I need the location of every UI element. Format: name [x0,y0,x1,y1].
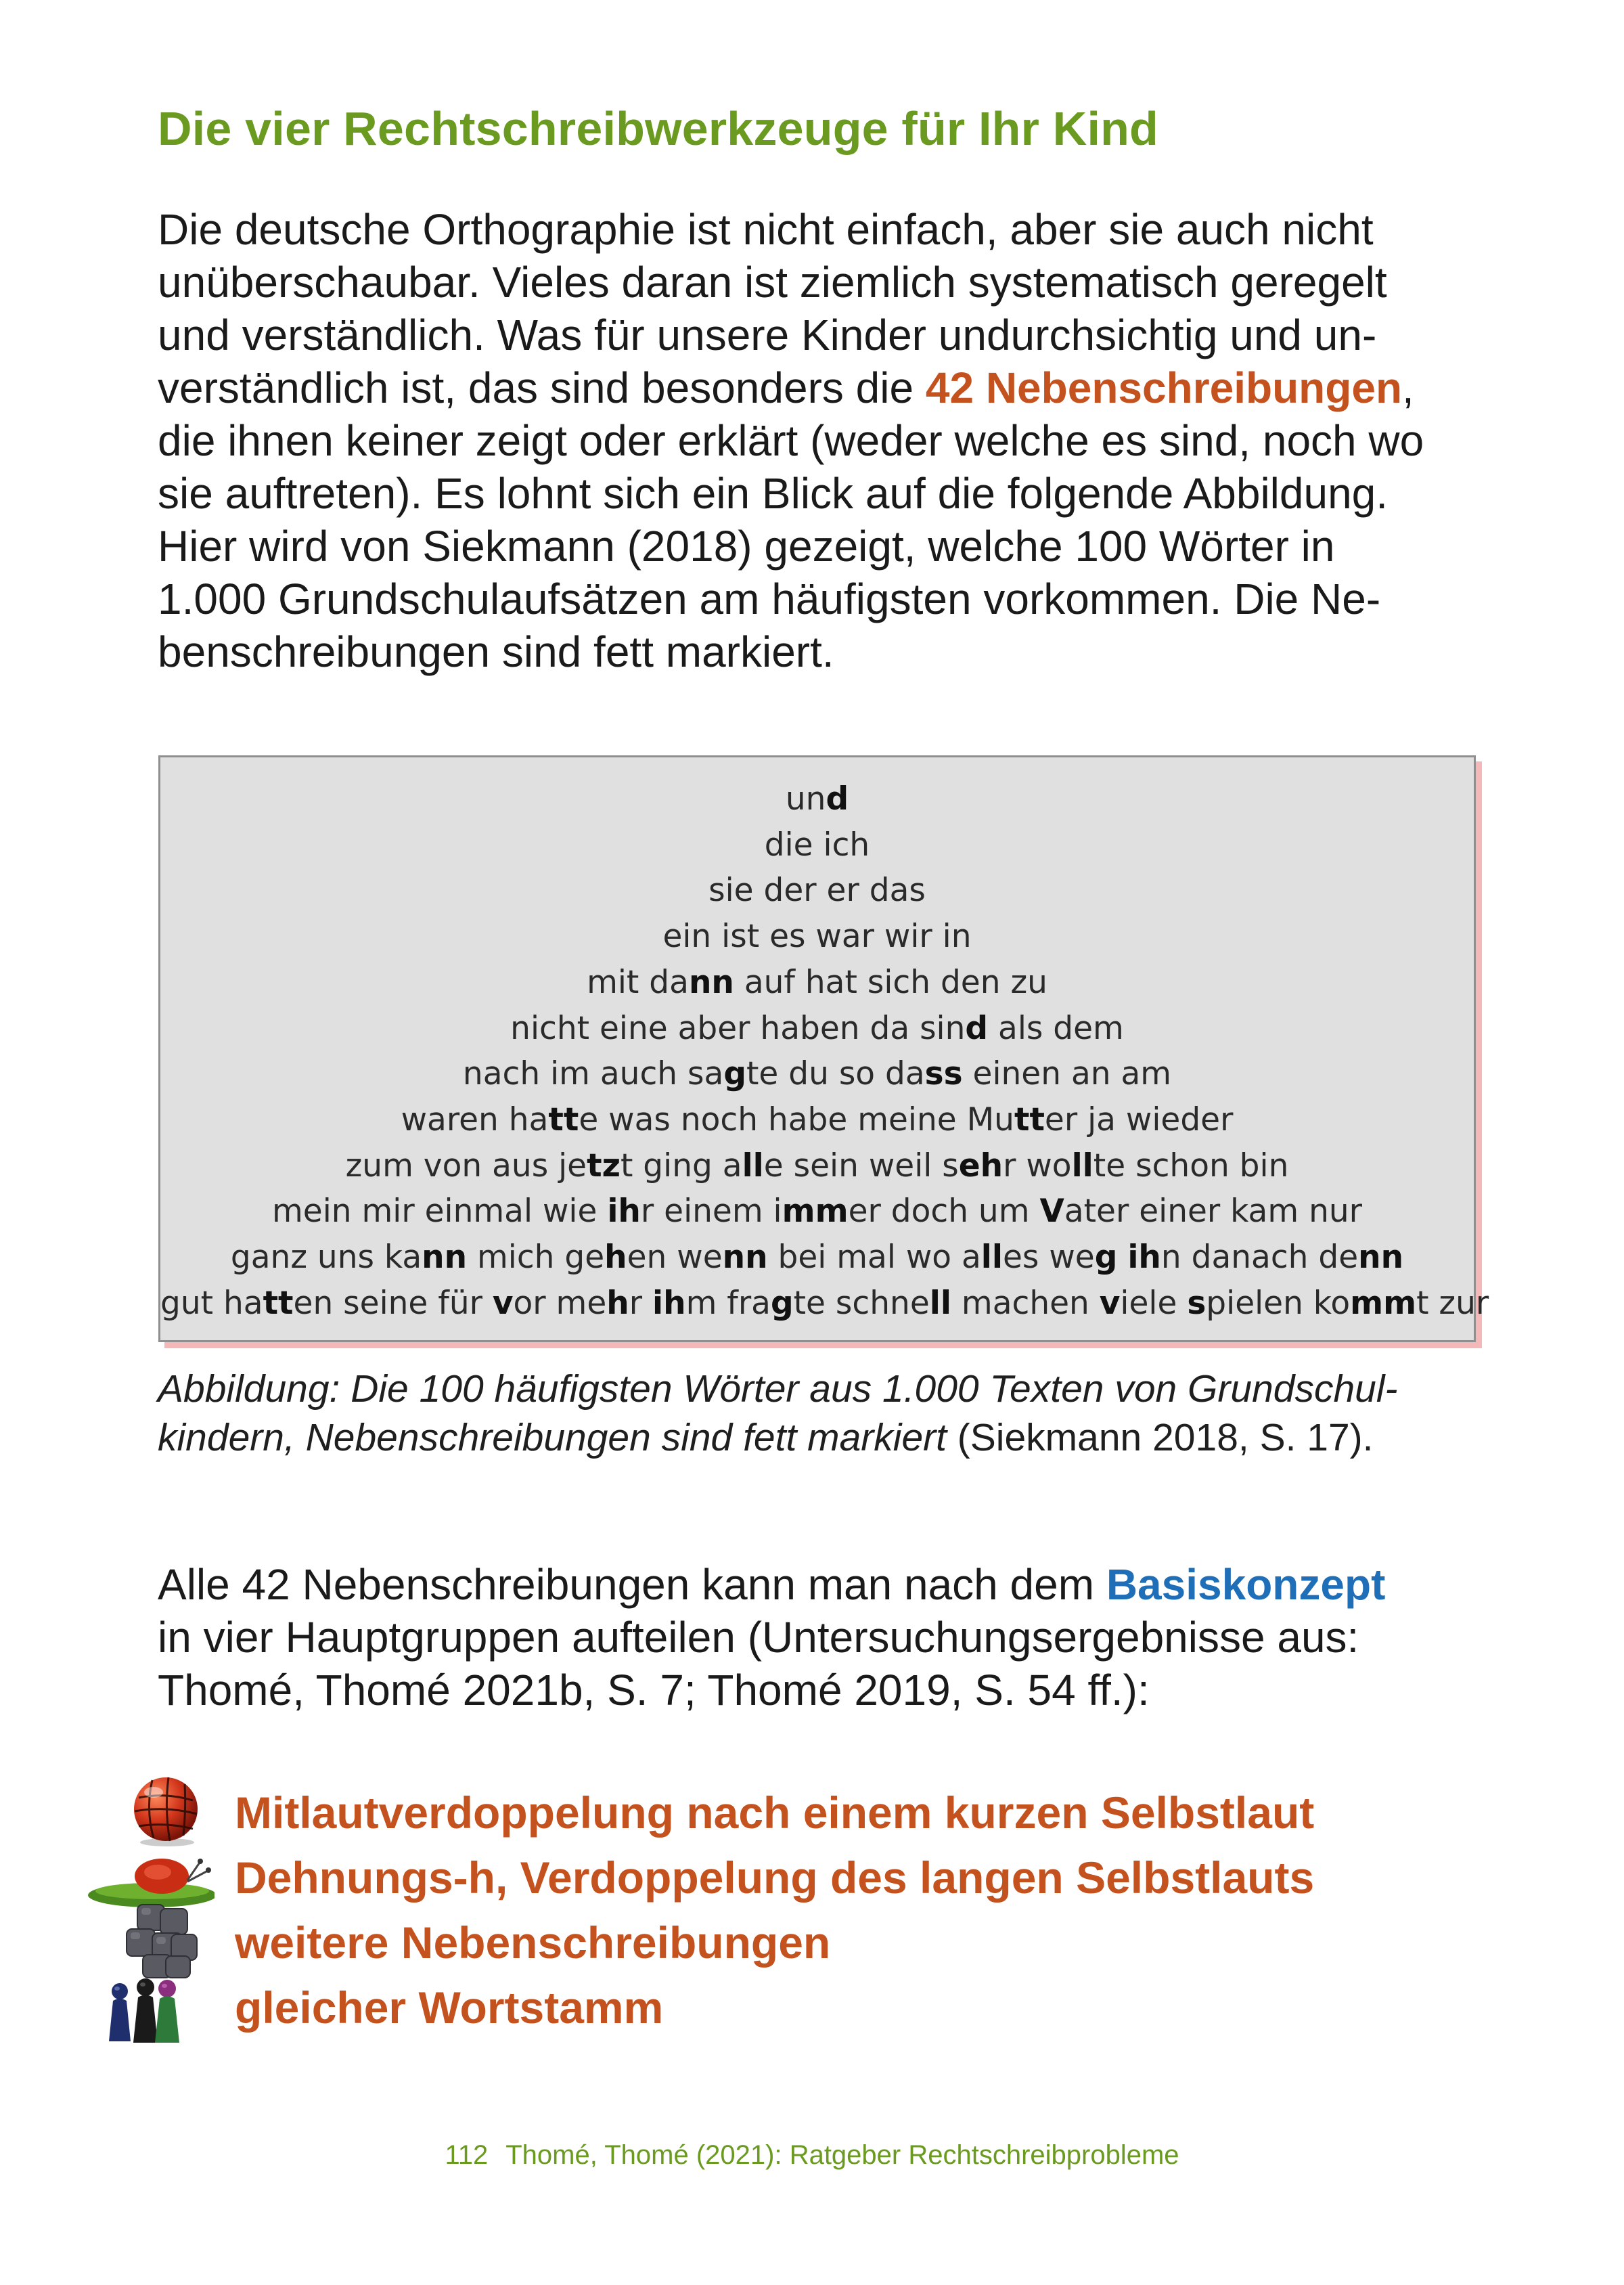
word-row [160,1143,1474,1189]
word-text: die ich [764,826,870,864]
marked-letters: nn [1358,1239,1404,1277]
marked-letters: ll [980,1239,1003,1277]
word-text: als dem [988,1009,1124,1047]
marked-letters: g [723,1055,746,1093]
marked-letters: nn [688,963,734,1001]
word-row [160,776,1474,822]
word-text: r wo [1003,1147,1072,1184]
intro-line: Die deutsche Orthographie ist nicht einfach, aber sie auch nicht [158,205,1374,254]
page-title: Die vier Rechtschreibwerkzeuge für Ihr Kind [158,102,1159,155]
marked-letters: V [1039,1193,1064,1230]
word-text: r [629,1284,652,1322]
word-text: ein ist es war wir in [662,918,972,956]
word-text: un [785,780,826,818]
second-paragraph [158,1558,1504,1716]
marked-letters: tt [263,1284,294,1322]
intro-line: Hier wird von Siekmann (2018) gezeigt, welche 100 Wörter in [158,522,1335,571]
marked-letters: ll [929,1284,951,1322]
word-text: en seine für [293,1284,493,1322]
marked-letters: ih [1127,1239,1161,1277]
highlight-basiskonzept: Basiskonzept [1106,1560,1386,1609]
word-text: mit da [587,963,689,1001]
word-text: te du so da [746,1055,925,1093]
tool-item [86,1772,1541,1837]
word-text: te schne [793,1284,930,1322]
marked-letters: g [1094,1239,1118,1277]
word-text: t ging a [620,1147,742,1184]
word-text: nicht eine aber haben da sin [510,1009,966,1047]
word-text [1117,1239,1127,1276]
word-row [160,960,1474,1006]
tool-list [86,1772,1541,2032]
word-row [160,1281,1489,1327]
marked-letters: eh [958,1147,1003,1184]
marked-letters: d [965,1009,989,1047]
marked-letters: v [1099,1284,1121,1322]
word-text: ater einer kam nur [1064,1193,1362,1230]
marked-letters: ih [607,1193,641,1230]
word-text: mich ge [467,1239,605,1277]
word-text: einen an am [962,1055,1172,1093]
tool-item [86,1837,1541,1902]
intro-line: die ihnen keiner zeigt oder erklärt (weder welche es sind, noch wo [158,416,1424,465]
word-text: n danach de [1160,1239,1359,1277]
intro-paragraph [158,203,1504,678]
marked-letters: d [826,780,849,818]
page-footer [0,2140,1624,2171]
caption-source: (Siekmann 2018, S. 17). [946,1416,1374,1459]
tool-label: Mitlautverdoppelung nach einem kurzen Selbstlaut [235,1788,1315,1838]
intro-text: verständlich ist, das sind besonders die [158,363,926,412]
marked-letters: ll [742,1147,764,1184]
word-text: waren ha [401,1101,549,1138]
game-figures-icon [86,1967,215,2048]
tool-item [86,1967,1541,2032]
word-frequency-figure [158,755,1489,1342]
word-text: auf hat sich den zu [734,963,1047,1001]
word-row [160,1051,1474,1097]
intro-text: , [1402,363,1414,412]
marked-letters: h [604,1239,627,1277]
tool-item [86,1902,1541,1967]
word-text: r einem i [640,1193,782,1230]
word-text: bei mal wo a [767,1239,981,1277]
word-text: mein mir einmal wie [272,1193,608,1230]
marked-letters: s [1187,1284,1206,1322]
marked-letters: ss [924,1055,963,1093]
word-text: sie der er das [708,872,926,910]
intro-line: sie auftreten). Es lohnt sich ein Blick auf die folgende Abbildung. [158,469,1389,518]
marked-letters: ih [652,1284,686,1322]
word-text: nach im auch sa [462,1055,724,1093]
word-text: t zur [1416,1284,1489,1322]
word-text: er ja wieder [1044,1101,1234,1138]
word-row [160,868,1474,914]
marked-letters: h [606,1284,629,1322]
highlight-nebenschreibungen: 42 Nebenschreibungen [925,363,1403,412]
marked-letters: nn [722,1239,768,1277]
word-text: or me [513,1284,607,1322]
word-row [160,914,1474,960]
marked-letters: v [492,1284,514,1322]
word-text: m fra [685,1284,771,1322]
footer-citation: Thomé, Thomé (2021): Ratgeber Rechtschreibprobleme [505,2140,1179,2170]
word-text: es we [1003,1239,1095,1277]
figure-caption [158,1365,1511,1462]
caption-text: Abbildung: Die 100 häufigsten Wörter aus 1.000 Texten von Grundschul- [158,1367,1398,1411]
word-row [160,822,1474,868]
word-text: iele [1120,1284,1188,1322]
marked-letters: nn [422,1239,468,1277]
word-text: pielen ko [1206,1284,1351,1322]
marked-letters: ll [1071,1147,1093,1184]
marked-letters: tt [1014,1101,1045,1138]
intro-line [158,361,1504,414]
marked-letters: tt [548,1101,579,1138]
word-text: er doch um [848,1193,1040,1230]
word-text: ganz uns ka [230,1239,422,1277]
intro-line: unüberschaubar. Vieles daran ist ziemlich systematisch geregelt [158,258,1387,307]
word-text: te schon bin [1093,1147,1289,1184]
caption-text: kindern, Nebenschreibungen sind fett markiert [158,1416,947,1459]
marked-letters: g [770,1284,794,1322]
marked-letters: tz [587,1147,621,1184]
intro-line: benschreibungen sind fett markiert. [158,627,834,676]
word-text: en we [627,1239,723,1277]
intro-line: 1.000 Grundschulaufsätzen am häufigsten vorkommen. Die Ne- [158,575,1381,623]
intro-line: und verständlich. Was für unsere Kinder undurchsichtig und un- [158,311,1377,359]
tool-label: gleicher Wortstamm [235,1982,664,2033]
word-row [160,1097,1474,1143]
para-line: Thomé, Thomé 2021b, S. 7; Thomé 2019, S. 54 ff.): [158,1666,1150,1714]
para-line: in vier Hauptgruppen aufteilen (Untersuchungsergebnisse aus: [158,1613,1359,1662]
word-row [160,1189,1474,1235]
tool-label: weitere Nebenschreibungen [235,1917,831,1968]
marked-letters: mm [1350,1284,1417,1322]
word-text: gut ha [160,1284,263,1322]
word-text: e was noch habe meine Mu [579,1101,1014,1138]
tool-label: Dehnungs-h, Verdoppelung des langen Selbstlauts [235,1853,1315,1903]
para-text: Alle 42 Nebenschreibungen kann man nach dem [158,1560,1106,1609]
word-text: e sein weil s [763,1147,959,1184]
page-number: 112 [445,2140,489,2170]
word-text: machen [951,1284,1100,1322]
marked-letters: mm [782,1193,849,1230]
word-text: zum von aus je [345,1147,587,1184]
word-row [160,1235,1474,1281]
word-list [160,776,1489,1326]
word-row [160,1006,1474,1052]
